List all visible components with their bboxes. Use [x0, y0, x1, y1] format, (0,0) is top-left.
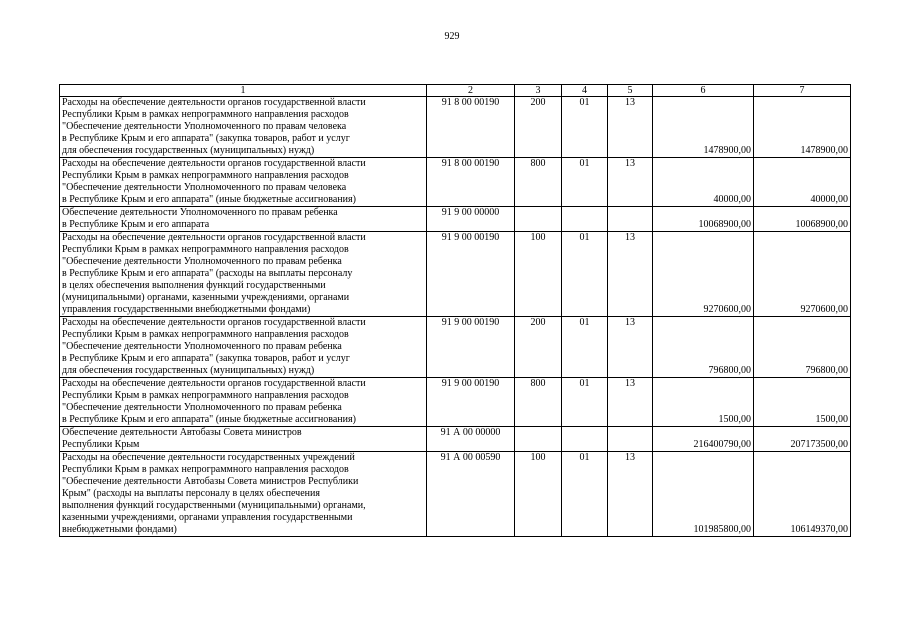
sum-year-1-cell: 1500,00 — [653, 378, 754, 427]
description-line: для обеспечения государственных (муниципальных) нужд) — [62, 365, 315, 376]
description-cell — [60, 158, 427, 207]
description-line: (муниципальными) органами, казенными учреждениями, органами — [62, 292, 350, 303]
code-cell: 91 9 00 00190 — [427, 378, 515, 427]
description-line: "Обеспечение деятельности Автобазы Совета министров Республики — [62, 476, 359, 487]
description-line: Республики Крым в рамках непрограммного направления расходов — [62, 244, 349, 255]
subsection-cell: 13 — [608, 378, 653, 427]
sum-year-1-cell: 10068900,00 — [653, 207, 754, 232]
table-row — [60, 97, 851, 158]
code-cell: 91 9 00 00190 — [427, 317, 515, 378]
description-line: "Обеспечение деятельности Уполномоченного по правам человека — [62, 121, 347, 132]
subsection-cell: 13 — [608, 232, 653, 317]
description-line: казенными учреждениями, органами управления государственными — [62, 512, 353, 523]
description-line: Расходы на обеспечение деятельности органов государственной власти — [62, 378, 366, 389]
description-line: Расходы на обеспечение деятельности органов государственной власти — [62, 232, 366, 243]
description-cell — [60, 97, 427, 158]
table-row — [60, 317, 851, 378]
page-number: 929 — [444, 31, 460, 42]
code-cell: 91 8 00 00190 — [427, 158, 515, 207]
expense-type-cell: 100 — [515, 452, 562, 537]
description-line: Расходы на обеспечение деятельности органов государственной власти — [62, 158, 366, 169]
description-line: "Обеспечение деятельности Уполномоченного по правам ребенка — [62, 341, 342, 352]
subsection-cell — [608, 207, 653, 232]
description-line: Крым" (расходы на выплаты персоналу в целях обеспечения — [62, 488, 320, 499]
expense-type-cell — [515, 207, 562, 232]
code-cell: 91 А 00 00000 — [427, 427, 515, 452]
subsection-cell: 13 — [608, 317, 653, 378]
sum-year-2-cell: 10068900,00 — [754, 207, 851, 232]
section-cell: 01 — [562, 232, 608, 317]
code-cell: 91 8 00 00190 — [427, 97, 515, 158]
description-line: внебюджетными фондами) — [62, 524, 177, 535]
description-line: "Обеспечение деятельности Уполномоченного по правам человека — [62, 182, 347, 193]
sum-year-1-cell: 9270600,00 — [653, 232, 754, 317]
section-cell — [562, 207, 608, 232]
header-cell-subsection: 5 — [608, 85, 653, 97]
description-line: в Республике Крым и его аппарата" (расходы на выплаты персоналу — [62, 268, 353, 279]
description-line: в Республике Крым и его аппарата — [62, 219, 210, 230]
description-cell — [60, 378, 427, 427]
description-line: Республики Крым в рамках непрограммного направления расходов — [62, 170, 349, 181]
subsection-cell — [608, 427, 653, 452]
code-cell: 91 9 00 00000 — [427, 207, 515, 232]
description-cell — [60, 232, 427, 317]
header-cell-sum-year-1: 6 — [653, 85, 754, 97]
table-row — [60, 427, 851, 452]
table-row — [60, 232, 851, 317]
description-line: "Обеспечение деятельности Уполномоченного по правам ребенка — [62, 402, 342, 413]
description-line: Республики Крым в рамках непрограммного направления расходов — [62, 390, 349, 401]
subsection-cell: 13 — [608, 452, 653, 537]
sum-year-1-cell: 216400790,00 — [653, 427, 754, 452]
section-cell: 01 — [562, 452, 608, 537]
sum-year-2-cell: 106149370,00 — [754, 452, 851, 537]
header-cell-code: 2 — [427, 85, 515, 97]
description-cell — [60, 452, 427, 537]
section-cell: 01 — [562, 317, 608, 378]
sum-year-2-cell: 207173500,00 — [754, 427, 851, 452]
description-line: Расходы на обеспечение деятельности органов государственной власти — [62, 97, 366, 108]
description-line: Расходы на обеспечение деятельности органов государственной власти — [62, 317, 366, 328]
description-line: "Обеспечение деятельности Уполномоченного по правам ребенка — [62, 256, 342, 267]
description-line: Республики Крым в рамках непрограммного направления расходов — [62, 109, 349, 120]
code-cell: 91 А 00 00590 — [427, 452, 515, 537]
sum-year-1-cell: 1478900,00 — [653, 97, 754, 158]
description-cell — [60, 207, 427, 232]
description-line: Республики Крым в рамках непрограммного направления расходов — [62, 464, 349, 475]
header-cell-section: 4 — [562, 85, 608, 97]
section-cell: 01 — [562, 97, 608, 158]
description-line: в Республике Крым и его аппарата" (иные бюджетные ассигнования) — [62, 194, 356, 205]
header-row — [60, 85, 851, 97]
description-line: Расходы на обеспечение деятельности государственных учреждений — [62, 452, 355, 463]
sum-year-2-cell: 9270600,00 — [754, 232, 851, 317]
description-line: для обеспечения государственных (муниципальных) нужд) — [62, 145, 315, 156]
section-cell: 01 — [562, 378, 608, 427]
header-cell-description: 1 — [60, 85, 427, 97]
sum-year-2-cell: 1478900,00 — [754, 97, 851, 158]
expense-type-cell: 200 — [515, 317, 562, 378]
description-line: управления государственными внебюджетными фондами) — [62, 304, 311, 315]
expense-type-cell: 800 — [515, 378, 562, 427]
description-line: выполнения функций государственными (муниципальными) органами, — [62, 500, 366, 511]
table-row — [60, 158, 851, 207]
table-row — [60, 452, 851, 537]
sum-year-1-cell: 796800,00 — [653, 317, 754, 378]
expense-type-cell: 800 — [515, 158, 562, 207]
expense-type-cell — [515, 427, 562, 452]
sum-year-2-cell: 1500,00 — [754, 378, 851, 427]
header-cell-expense-type: 3 — [515, 85, 562, 97]
description-line: Республики Крым — [62, 439, 140, 450]
section-cell: 01 — [562, 158, 608, 207]
description-line: в Республике Крым и его аппарата" (закупка товаров, работ и услуг — [62, 133, 350, 144]
section-cell — [562, 427, 608, 452]
table-row — [60, 378, 851, 427]
description-cell — [60, 427, 427, 452]
expense-type-cell: 200 — [515, 97, 562, 158]
description-line: в Республике Крым и его аппарата" (закупка товаров, работ и услуг — [62, 353, 350, 364]
description-line: Республики Крым в рамках непрограммного направления расходов — [62, 329, 349, 340]
expense-type-cell: 100 — [515, 232, 562, 317]
code-cell: 91 9 00 00190 — [427, 232, 515, 317]
description-line: в Республике Крым и его аппарата" (иные бюджетные ассигнования) — [62, 414, 356, 425]
description-line: в целях обеспечения выполнения функций государственными — [62, 280, 326, 291]
sum-year-1-cell: 40000,00 — [653, 158, 754, 207]
subsection-cell: 13 — [608, 97, 653, 158]
sum-year-2-cell: 796800,00 — [754, 317, 851, 378]
budget-table — [59, 84, 851, 537]
header-cell-sum-year-2: 7 — [754, 85, 851, 97]
table-row — [60, 207, 851, 232]
description-line: Обеспечение деятельности Автобазы Совета министров — [62, 427, 302, 438]
description-cell — [60, 317, 427, 378]
subsection-cell: 13 — [608, 158, 653, 207]
sum-year-1-cell: 101985800,00 — [653, 452, 754, 537]
sum-year-2-cell: 40000,00 — [754, 158, 851, 207]
description-line: Обеспечение деятельности Уполномоченного по правам ребенка — [62, 207, 338, 218]
